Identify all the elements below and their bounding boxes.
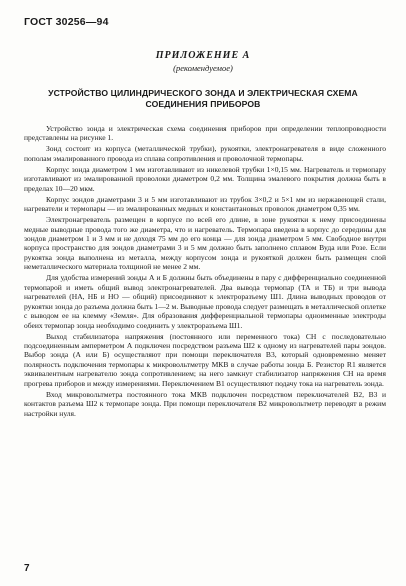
appendix-note: (рекомендуемое) <box>173 63 233 73</box>
paragraph: Электронагреватель размещен в корпусе по всей его длине, в зоне рукоятки к нему присоединены медные выводные провода того же диаметра, что и нагреватель. Термопара введена в корпус до середины для зондов диаметром 1 и 3 мм и не доходя 75 мм до его конца — для зонда диаметром 5 мм. Свободное внутри корпуса пространство для зондов диаметрами 3 и 5 мм должно быть заполнено сплавом Вуда или Розе. Если рукоятка зонда выполнена из металла, между корпусом зонда и рукояткой должен быть размещен слой неметаллического материала толщиной не менее 2 мм. <box>24 215 386 272</box>
page-number: 7 <box>24 563 30 574</box>
paragraph: Корпус зондов диаметрами 3 и 5 мм изготавливают из трубок 3×0,2 и 5×1 мм из нержавеющей стали, нагреватели и термопары — из эмалированных медных и константановых проволок диаметром 0,35 мм. <box>24 194 386 214</box>
paragraph: Корпус зонда диаметром 1 мм изготавливают из никелевой трубки 1×0,15 мм. Нагреватель и термопару изготавливают из эмалированной проволоки диаметром 0,2 мм. Толщина эмалевого покрытия должна быть в пределах 10—20 мкм. <box>24 164 386 193</box>
paragraph: Вход микровольтметра постоянного тока МКВ подключен посредством переключателей В2, В3 и контактов разъема Ш2 к термопаре зонда. При помощи переключателя В2 микровольтметр переводят в режим настройки нуля. <box>24 389 386 418</box>
paragraph: Для удобства измерений зонды А и Б должны быть объединены в пару с дифференциально соединенной термопарой и иметь общий вывод электронагревателей. Два вывода термопар (ТА и ТБ) и три вывода нагревателей (НА, НБ и НО — общий) присоединяют к электроразъему Ш1. Длина выводных проводов от рукоятки зонда до разъема должна быть 1—2 м. Выводные провода следует размещать в металлической оплетке с выводом ее на клемму «Земля». Для образования дифференциальной термопары одноименные электроды обеих термопар зонда необходимо соединить у электроразъема Ш1. <box>24 273 386 330</box>
standard-header: ГОСТ 30256—94 <box>24 16 109 28</box>
paragraph: Зонд состоит из корпуса (металлической трубки), рукоятки, электронагревателя в виде сложенного пополам эмалированного провода из сплава сопротивления и проволочной термопары. <box>24 144 386 163</box>
paragraph: Выход стабилизатора напряжения (постоянного или переменного тока) СН с последовательно подсоединенным амперметром А подключен посредством разъема Ш2 к одному из нагревателей пары зондов. Выбор зонда (А или Б) осуществляют при помощи переключателя В3, который одновременно меняет полярность подключения термопары к микровольтметру МКВ в случае работы зонда Б. Резистор R1 является эквивалентным нагревателю зонда сопротивлением; на него замкнут стабилизатор напряжения СН на время прогрева приборов и между измерениями. Переключением В1 осуществляют подачу тока на нагреватель зонда. <box>24 331 386 388</box>
appendix-label: ПРИЛОЖЕНИЕ А <box>155 50 251 61</box>
section-title: УСТРОЙСТВО ЦИЛИНДРИЧЕСКОГО ЗОНДА И ЭЛЕКТРИЧЕСКАЯ СХЕМА СОЕДИНЕНИЯ ПРИБОРОВ <box>48 88 358 109</box>
body-text <box>24 124 386 420</box>
paragraph: Устройство зонда и электрическая схема соединения приборов при определении теплопроводности представлены на рисунке 1. <box>24 124 386 143</box>
